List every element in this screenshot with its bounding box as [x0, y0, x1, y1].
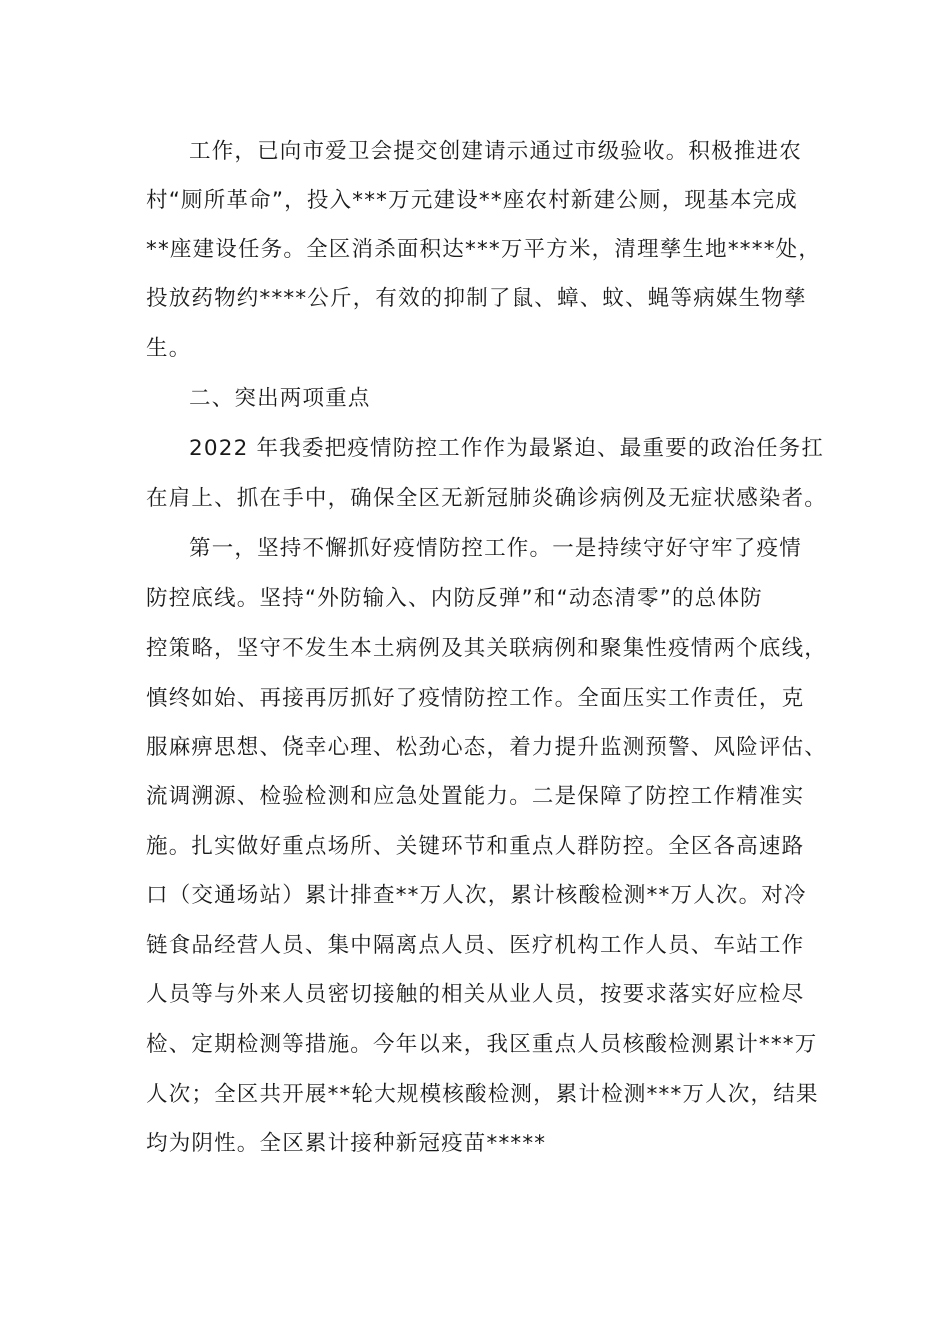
text-line: 在肩上、抓在手中，确保全区无新冠肺炎确诊病例及无症状感染者。 — [146, 486, 828, 511]
text-line: **座建设任务。全区消杀面积达***万平方米，清理孳生地****处， — [146, 237, 822, 262]
text-line: 2022 年我委把疫情防控工作作为最紧迫、最重要的政治任务扛 — [189, 436, 825, 461]
text-line: 生。 — [146, 336, 192, 361]
text-line: 工作，已向市爱卫会提交创建请示通过市级验收。积极推进农 — [189, 139, 802, 164]
text-line: 链食品经营人员、集中隔离点人员、医疗机构工作人员、车站工作 — [146, 933, 805, 958]
text-line: 人员等与外来人员密切接触的相关从业人员，按要求落实好应检尽 — [146, 982, 805, 1007]
text-line: 投放药物约****公斤，有效的抑制了鼠、蟑、蚊、蝇等病媒生物孳 — [146, 286, 807, 311]
text-line: 慎终如始、再接再厉抓好了疫情防控工作。全面压实工作责任，克 — [146, 686, 805, 711]
text-line: 均为阴性。全区累计接种新冠疫苗***** — [146, 1131, 547, 1156]
text-line: 控策略，坚守不发生本土病例及其关联病例和聚集性疫情两个底线， — [146, 636, 828, 661]
text-line: 服麻痹思想、侥幸心理、松劲心态，着力提升监测预警、风险评估、 — [146, 735, 828, 760]
section-heading: 二、突出两项重点 — [189, 386, 371, 411]
text-line: 检、定期检测等措施。今年以来，我区重点人员核酸检测累计***万 — [146, 1032, 818, 1057]
text-line: 人次；全区共开展**轮大规模核酸检测，累计检测***万人次，结果 — [146, 1082, 819, 1107]
text-line: 流调溯源、检验检测和应急处置能力。二是保障了防控工作精准实 — [146, 784, 805, 809]
text-line: 口（交通场站）累计排查**万人次，累计核酸检测**万人次。对冷 — [146, 883, 807, 908]
text-line: 防控底线。坚持“外防输入、内防反弹”和“动态清零”的总体防 — [146, 586, 763, 611]
text-line: 村“厕所革命”，投入***万元建设**座农村新建公厕，现基本完成 — [146, 188, 798, 213]
text-line: 施。扎实做好重点场所、关键环节和重点人群防控。全区各高速路 — [146, 834, 805, 859]
text-line: 第一，坚持不懈抓好疫情防控工作。一是持续守好守牢了疫情 — [189, 536, 802, 561]
